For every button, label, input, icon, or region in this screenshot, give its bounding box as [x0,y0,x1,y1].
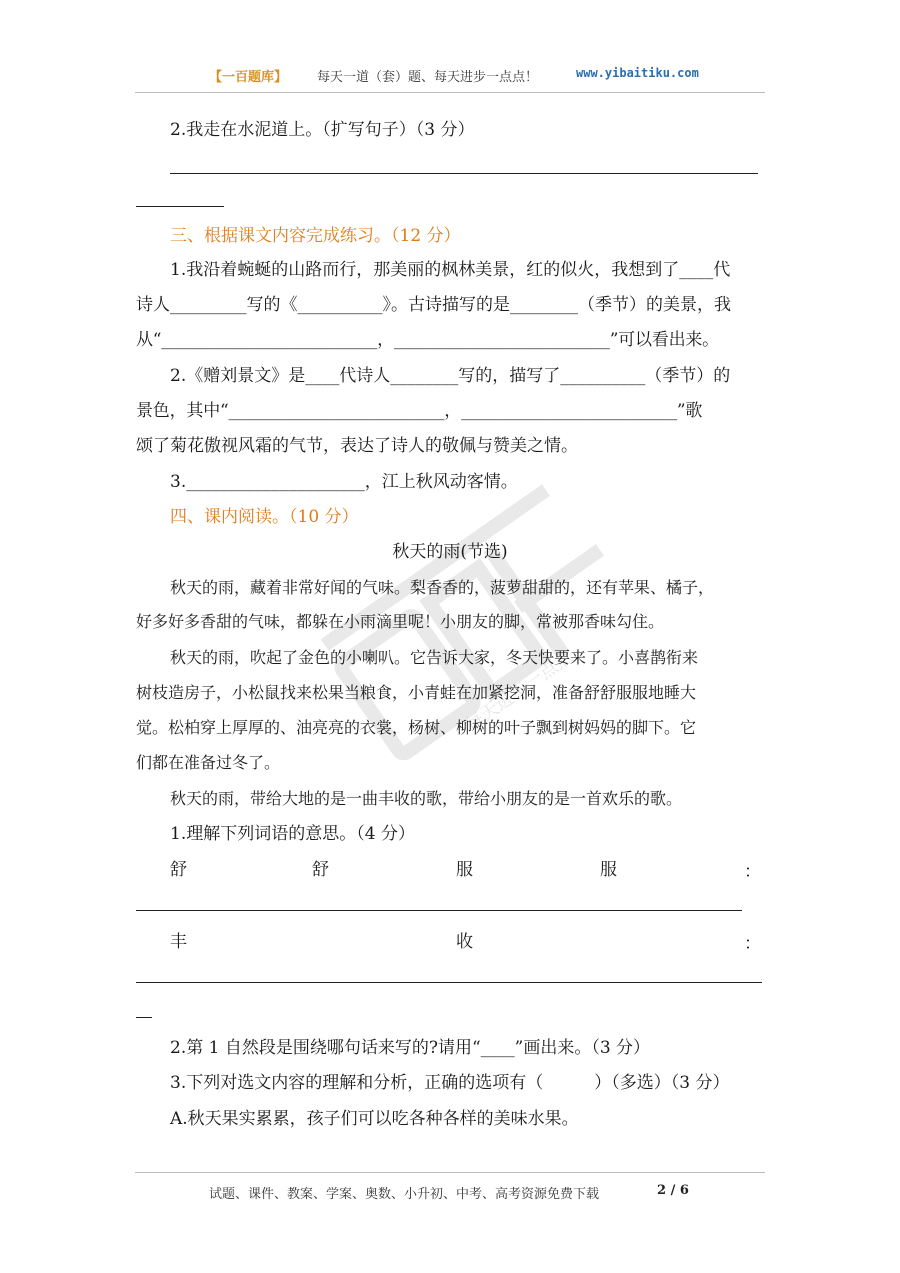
word-1-colon: ： [744,862,761,882]
passage-p3: 秋天的雨，带给大地的是一曲丰收的歌，带给小朋友的是一首欢乐的歌。 [170,789,683,808]
header-slogan: 每天一道（套）题、每天进步一点点！ [317,70,539,85]
word-1-char-4: 服 [600,860,617,880]
section-4-heading: 四、课内阅读。（10 分） [170,507,359,527]
passage-p1-line-1: 秋天的雨，藏着非常好闻的气味。梨香香的，菠萝甜甜的，还有苹果、橘子， [170,578,715,597]
answer-line[interactable] [170,173,758,174]
s3-q2-line-1: 2.《赠刘景文》是____代诗人________写的，描写了__________（季节）的 [170,366,731,386]
section-3-heading: 三、根据课文内容完成练习。（12 分） [170,226,461,246]
s3-q2-line-3: 颂了菊花傲视风霜的气节，表达了诗人的敬佩与赞美之情。 [136,436,578,456]
reading-q3: 3.下列对选文内容的理解和分析，正确的选项有（ ）（多选）（3 分） [170,1073,730,1093]
reading-q2: 2.第 1 自然段是围绕哪句话来写的?请用“____”画出来。（3 分） [170,1038,651,1058]
watermark-small-text: 每天进步一点点 [461,646,578,736]
word-2-answer-line-continued[interactable] [136,1017,152,1018]
word-1-char-2: 舒 [312,860,329,880]
header-brand: 【一百题库】 [209,70,288,85]
word-2-char-1: 丰 [170,932,187,952]
passage-p2-line-3: 觉。松柏穿上厚厚的、油亮亮的衣裳，杨树、柳树的叶子飘到树妈妈的脚下。它 [136,718,697,737]
word-2-answer-line[interactable] [136,982,762,983]
question-expand-sentence: 2.我走在水泥道上。（扩写句子）（3 分） [170,120,475,140]
s3-q3: 3._____________________，江上秋风动客情。 [170,472,518,492]
word-1-char-3: 服 [456,860,473,880]
passage-p2-line-1: 秋天的雨，吹起了金色的小喇叭。它告诉大家，冬天快要来了。小喜鹊衔来 [170,648,699,667]
passage-p2-line-2: 树枝造房子，小松鼠找来松果当粮食，小青蛙在加紧挖洞，准备舒舒服服地睡大 [136,683,697,702]
word-1-answer-line[interactable] [136,910,742,911]
page-footer [135,1172,765,1203]
passage-p1-line-2: 好多好多香甜的气味，都躲在小雨滴里呢！小朋友的脚，常被那香味勾住。 [136,612,665,631]
word-1-char-1: 舒 [170,860,187,880]
page-header [135,58,765,93]
reading-q1: 1.理解下列词语的意思。（4 分） [170,824,415,844]
answer-line-continued[interactable] [136,206,224,207]
page-number: 2 / 6 [657,1183,689,1198]
s3-q1-line-2: 诗人_________写的《__________》。古诗描写的是________（季节）的美景，我 [136,295,731,315]
s3-q1-line-1: 1.我沿着蜿蜒的山路而行，那美丽的枫林美景，红的似火，我想到了____代 [170,260,731,280]
reading-q3-option-a: A.秋天果实累累，孩子们可以吃各种各样的美味水果。 [170,1109,579,1129]
footer-text: 试题、课件、教案、学案、奥数、小升初、中考、高考资源免费下载 [209,1187,600,1202]
passage-p2-line-4: 们都在准备过冬了。 [136,753,281,772]
header-url[interactable]: www.yibaitiku.com [576,66,699,80]
passage-title: 秋天的雨(节选) [392,542,508,562]
s3-q1-line-3: 从“__________________________，__________________________”可以看出来。 [136,330,719,350]
word-2-colon: ： [744,934,761,954]
s3-q2-line-2: 景色，其中“__________________________，__________________________”歌 [136,401,703,421]
word-2-char-2: 收 [456,932,473,952]
